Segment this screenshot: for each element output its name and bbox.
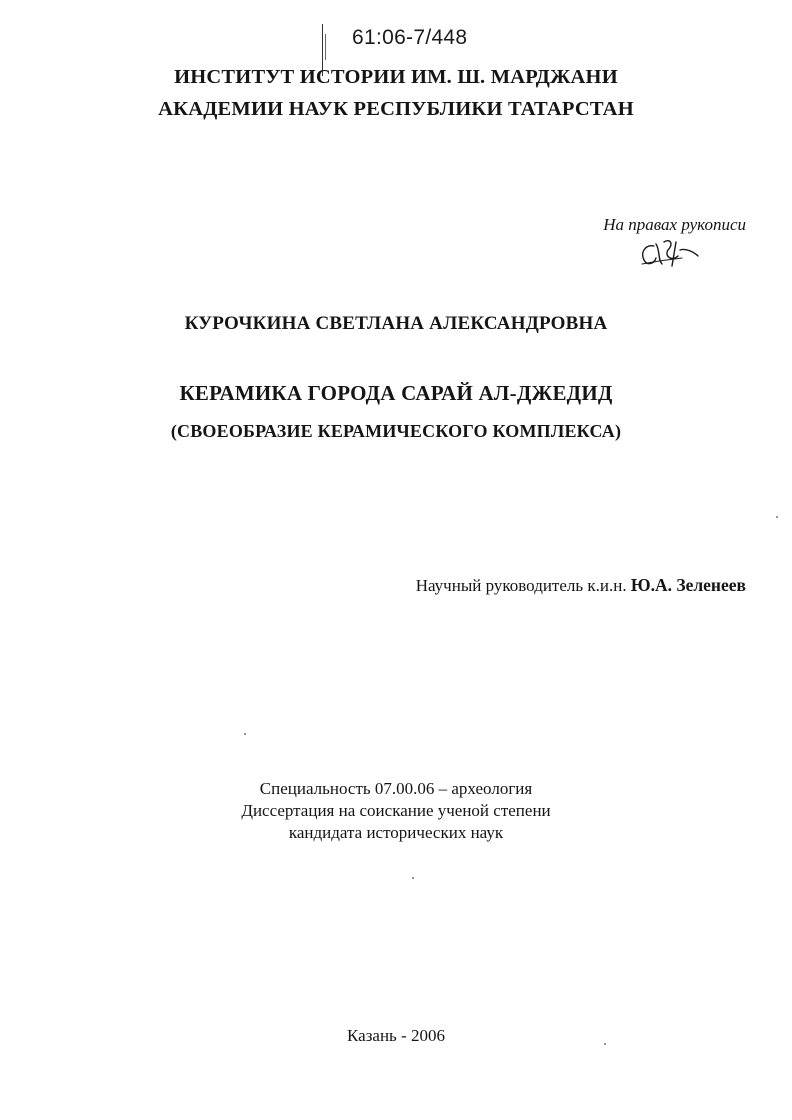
scan-speck [604, 1043, 606, 1045]
scan-speck [776, 516, 778, 518]
scan-speck [412, 877, 414, 879]
specialty-line: Специальность 07.00.06 – археология [259, 779, 533, 798]
degree-line: Диссертация на соискание ученой степени [241, 801, 551, 820]
stamp-rule-secondary [325, 34, 326, 60]
dissertation-subtitle: (СВОЕОБРАЗИЕ КЕРАМИЧЕСКОГО КОМПЛЕКСА) [170, 421, 622, 441]
signature-icon [636, 236, 700, 270]
institution-line-2: АКАДЕМИИ НАУК РЕСПУБЛИКИ ТАТАРСТАН [158, 98, 634, 120]
author-name: КУРОЧКИНА СВЕТЛАНА АЛЕКСАНДРОВНА [184, 313, 608, 334]
dissertation-title: КЕРАМИКА ГОРОДА САРАЙ АЛ-ДЖЕДИД [179, 381, 613, 405]
degree-field-line: кандидата исторических наук [288, 823, 504, 842]
advisor-name: Ю.А. Зеленеев [630, 575, 746, 595]
rights-note: На правах рукописи [603, 215, 746, 234]
institution-line-1: ИНСТИТУТ ИСТОРИИ ИМ. Ш. МАРДЖАНИ [174, 66, 618, 88]
place-and-year: Казань - 2006 [347, 1026, 445, 1045]
advisor [300, 575, 746, 596]
archive-code: 61:06-7/448 [352, 26, 468, 49]
scan-speck [244, 733, 246, 735]
advisor-label: Научный руководитель к.и.н. [415, 576, 627, 595]
